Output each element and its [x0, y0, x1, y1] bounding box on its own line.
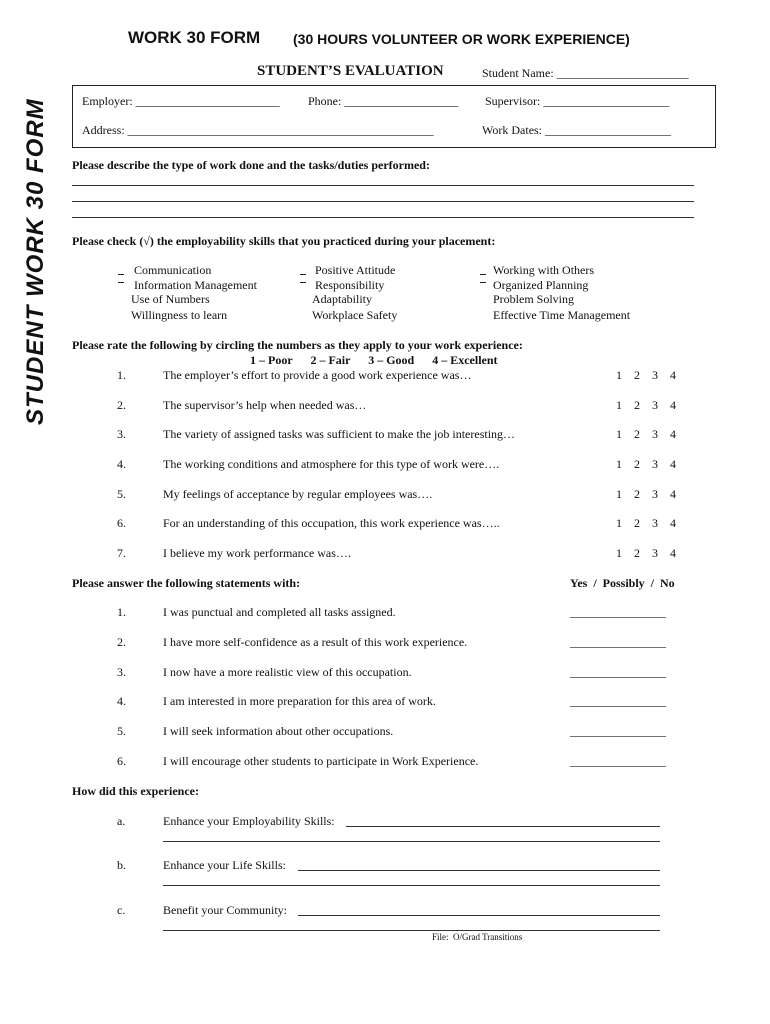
- work-dates-field[interactable]: Work Dates: _____________________: [482, 123, 672, 137]
- rating-scale: 1 – Poor 2 – Fair 3 – Good 4 – Excellent: [250, 353, 498, 367]
- rating-question: My feelings of acceptance by regular employees was….: [163, 487, 433, 501]
- skill-label: Workplace Safety: [312, 308, 398, 322]
- skill-checkbox[interactable]: [480, 282, 486, 283]
- statement-answer-blank[interactable]: ________________: [570, 724, 666, 738]
- side-title: STUDENT WORK 30 FORM: [22, 98, 49, 425]
- statement-num: 4.: [117, 694, 126, 708]
- skill-checkbox[interactable]: [118, 274, 124, 275]
- experience-answer-line[interactable]: [346, 826, 660, 827]
- statement-num: 2.: [117, 635, 126, 649]
- rating-num: 4.: [117, 457, 126, 471]
- rating-question: The employer’s effort to provide a good work experience was…: [163, 368, 472, 382]
- rating-scale-numbers[interactable]: 1 2 3 4: [616, 457, 676, 471]
- skill-label: Adaptability: [312, 292, 372, 306]
- rating-scale-numbers[interactable]: 1 2 3 4: [616, 487, 676, 501]
- skill-label: Willingness to learn: [131, 308, 228, 322]
- skill-label: Problem Solving: [493, 292, 575, 306]
- skill-label: Positive Attitude: [315, 263, 396, 277]
- experience-answer-line[interactable]: [298, 915, 660, 916]
- experience-prompt: How did this experience:: [72, 784, 199, 798]
- statement-answer-blank[interactable]: ________________: [570, 665, 666, 679]
- skill-label: Effective Time Management: [493, 308, 631, 322]
- experience-letter: b.: [117, 858, 126, 872]
- describe-line[interactable]: [72, 185, 694, 186]
- rating-num: 6.: [117, 516, 126, 530]
- skill-checkbox[interactable]: [118, 282, 124, 283]
- describe-line[interactable]: [72, 217, 694, 218]
- statement-text: I am interested in more preparation for this area of work.: [163, 694, 436, 708]
- skills-prompt: Please check (√) the employability skills that you practiced during your placement:: [72, 234, 496, 248]
- experience-question: Benefit your Community:: [163, 903, 287, 917]
- experience-answer-line[interactable]: [163, 885, 660, 886]
- statement-text: I have more self-confidence as a result of this work experience.: [163, 635, 468, 649]
- footer-file-note: File: O/Grad Transitions: [432, 932, 523, 942]
- skill-checkbox[interactable]: [300, 282, 306, 283]
- statement-num: 6.: [117, 754, 126, 768]
- rating-num: 7.: [117, 546, 126, 560]
- rating-question: I believe my work performance was….: [163, 546, 351, 560]
- rating-num: 5.: [117, 487, 126, 501]
- evaluation-heading: STUDENT’S EVALUATION: [257, 63, 444, 79]
- statement-num: 5.: [117, 724, 126, 738]
- rating-scale-numbers[interactable]: 1 2 3 4: [616, 546, 676, 560]
- statement-answer-blank[interactable]: ________________: [570, 605, 666, 619]
- form-subtitle: (30 HOURS VOLUNTEER OR WORK EXPERIENCE): [293, 31, 630, 47]
- rating-num: 1.: [117, 368, 126, 382]
- experience-answer-line[interactable]: [163, 841, 660, 842]
- statement-num: 3.: [117, 665, 126, 679]
- rating-scale-numbers[interactable]: 1 2 3 4: [616, 398, 676, 412]
- statement-text: I was punctual and completed all tasks assigned.: [163, 605, 396, 619]
- experience-question: Enhance your Life Skills:: [163, 858, 286, 872]
- rating-question: The variety of assigned tasks was sufficient to make the job interesting…: [163, 427, 516, 441]
- statement-text: I now have a more realistic view of this occupation.: [163, 665, 412, 679]
- rating-question: The supervisor’s help when needed was…: [163, 398, 367, 412]
- skill-label: Communication: [134, 263, 212, 277]
- rating-question: The working conditions and atmosphere for this type of work were….: [163, 457, 500, 471]
- rating-scale-numbers[interactable]: 1 2 3 4: [616, 516, 676, 530]
- supervisor-field[interactable]: Supervisor: _____________________: [485, 94, 670, 108]
- statement-answer-blank[interactable]: ________________: [570, 635, 666, 649]
- rating-num: 3.: [117, 427, 126, 441]
- statement-answer-blank[interactable]: ________________: [570, 754, 666, 768]
- statements-options: Yes / Possibly / No: [570, 576, 675, 590]
- skill-label: Use of Numbers: [131, 292, 210, 306]
- form-title: WORK 30 FORM: [128, 28, 261, 47]
- skill-checkbox[interactable]: [480, 274, 486, 275]
- student-name-field[interactable]: Student Name: ______________________: [482, 66, 689, 80]
- address-field[interactable]: Address: ___________________________________________________: [82, 123, 434, 137]
- statement-text: I will encourage other students to participate in Work Experience.: [163, 754, 479, 768]
- statement-text: I will seek information about other occupations.: [163, 724, 394, 738]
- describe-line[interactable]: [72, 201, 694, 202]
- experience-letter: c.: [117, 903, 126, 917]
- rating-scale-numbers[interactable]: 1 2 3 4: [616, 368, 676, 382]
- experience-answer-line[interactable]: [298, 870, 660, 871]
- experience-answer-line[interactable]: [163, 930, 660, 931]
- statement-num: 1.: [117, 605, 126, 619]
- phone-field[interactable]: Phone: ___________________: [308, 94, 459, 108]
- rating-num: 2.: [117, 398, 126, 412]
- experience-question: Enhance your Employability Skills:: [163, 814, 335, 828]
- skill-checkbox[interactable]: [300, 274, 306, 275]
- experience-letter: a.: [117, 814, 126, 828]
- skill-label: Organized Planning: [493, 278, 589, 292]
- describe-prompt: Please describe the type of work done and the tasks/duties performed:: [72, 158, 430, 172]
- skill-label: Responsibility: [315, 278, 385, 292]
- statement-answer-blank[interactable]: ________________: [570, 694, 666, 708]
- skill-label: Information Management: [134, 278, 257, 292]
- rating-scale-numbers[interactable]: 1 2 3 4: [616, 427, 676, 441]
- rating-prompt: Please rate the following by circling the numbers as they apply to your work experience:: [72, 338, 523, 352]
- skill-label: Working with Others: [493, 263, 595, 277]
- employer-field[interactable]: Employer: ________________________: [82, 94, 280, 108]
- rating-question: For an understanding of this occupation, this work experience was…..: [163, 516, 500, 530]
- statements-prompt: Please answer the following statements with:: [72, 576, 301, 590]
